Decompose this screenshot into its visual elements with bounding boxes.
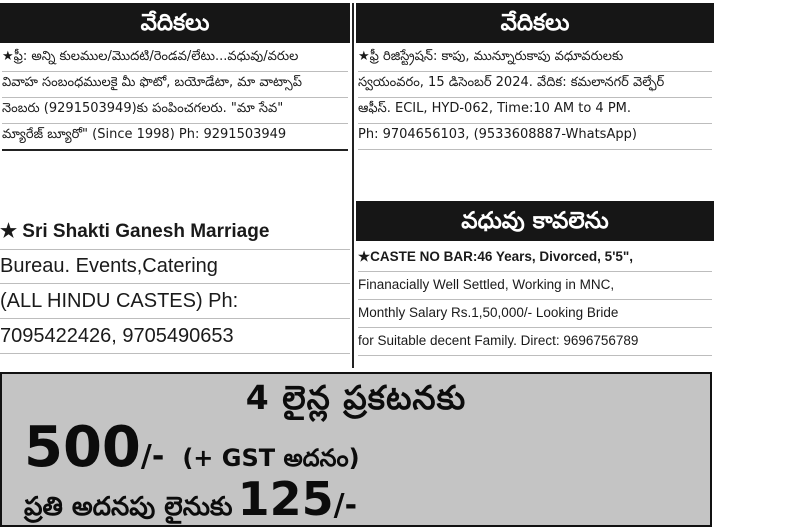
extra-price-suffix: /- [333,488,358,523]
gst-note: (+ GST అదనం) [182,444,360,472]
ad-line: for Suitable decent Family. Direct: 9696756789 [358,329,712,356]
ad-line: మ్యారేజ్ బ్యూరో" (Since 1998) Ph: 9291503949 [2,123,348,151]
ad-line: Monthly Salary Rs.1,50,000/- Looking Bride [358,301,712,328]
ad-line: Finanacially Well Settled, Working in MNC, [358,273,712,300]
price-row [24,415,360,480]
bride-wanted-header: వధువు కావలెను [356,201,714,243]
extra-line-row [24,474,357,527]
ad-line: వివాహ సంబంధములకై మీ ఫొటో, బయోడేటా, మా వాట్సాప్ [2,71,348,98]
base-price: 500 [24,415,141,480]
venues-header: వేదికలు [356,3,714,45]
ad-line: Ph: 9704656103, (9533608887-WhatsApp) [358,123,712,150]
extra-line-label: ప్రతి అదనపు లైనుకు [24,492,233,522]
ad-line: స్వయంవరం, 15 డిసెంబర్ 2024. వేదిక: కమలానగర్ వెల్ఫేర్ [358,71,712,98]
ad-line: (ALL HINDU CASTES) Ph: [0,284,350,319]
extra-line-price: 125 [237,472,334,526]
ad-line: Bureau. Events,Catering [0,249,350,284]
ad-line: నెంబరు (9291503949)కు పంపించగలరు. "మా సేవ" [2,97,348,124]
right-column [356,3,714,368]
ad-title: ★ Sri Shakti Ganesh Marriage [0,215,350,250]
banner-line: 4 లైన్ల ప్రకటనకు [245,378,467,417]
ad-line: ★ఫ్రీ: అన్ని కులముల/మొదటి/రెండవ/లేటు...వధువు/వరుల [2,45,348,72]
ad-line: ఆఫీస్. ECIL, HYD-062, Time:10 AM to 4 PM. [358,97,712,124]
price-suffix: /- [140,439,165,474]
venues-header: వేదికలు [0,3,350,45]
left-column [0,3,350,368]
ad-phone: 7095422426, 9705490653 [0,319,350,354]
column-divider [352,3,354,368]
rate-banner [0,372,712,527]
ad-line: ★ఫ్రీ రిజిస్ట్రేషన్: కాపు, మున్నూరుకాపు వధూవరులకు [358,45,712,72]
ad-line: ★CASTE NO BAR:46 Years, Divorced, 5'5", [358,245,712,272]
